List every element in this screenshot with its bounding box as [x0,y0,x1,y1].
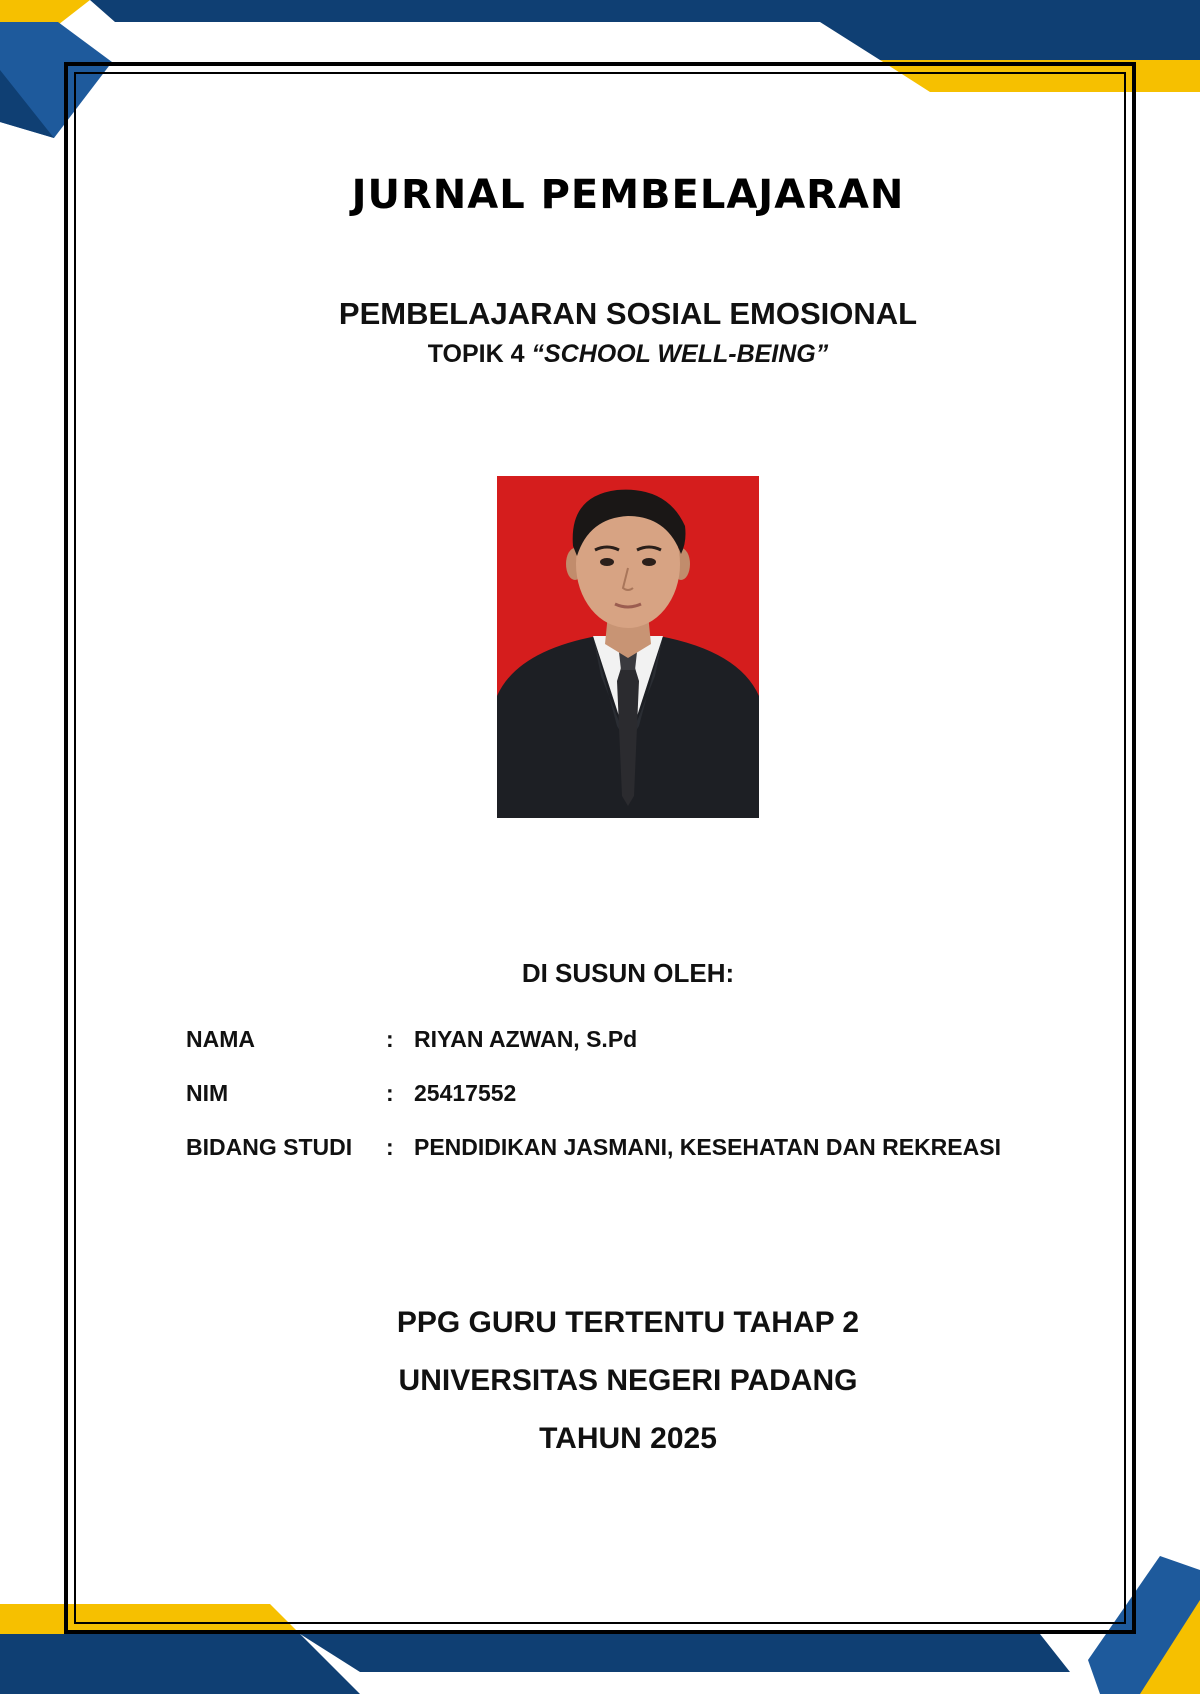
topic-name: “SCHOOL WELL-BEING” [531,340,829,368]
document-title: JURNAL PEMBELAJARAN [351,172,905,218]
info-colon: : [386,1079,394,1106]
info-label: NAMA [186,1025,255,1052]
portrait-illustration [497,476,759,818]
info-colon: : [386,1025,394,1052]
topic-number: TOPIK 4 [427,340,525,368]
footer-university: UNIVERSITAS NEGERI PADANG [398,1364,858,1397]
author-info [186,1012,1001,1174]
document-subtitle: PEMBELAJARAN SOSIAL EMOSIONAL [338,296,918,331]
info-row-field-of-study [186,1120,1001,1174]
info-colon: : [386,1133,394,1160]
author-photo [497,476,759,818]
document-topic [0,340,1200,369]
info-row-nim [186,1066,1001,1120]
footer-program: PPG GURU TERTENTU TAHAP 2 [396,1306,860,1339]
info-value: 25417552 [414,1079,517,1106]
footer-year: TAHUN 2025 [539,1422,717,1455]
info-value: PENDIDIKAN JASMANI, KESEHATAN DAN REKREASI [414,1133,1001,1160]
info-value: RIYAN AZWAN, S.Pd [414,1025,638,1052]
info-label: NIM [186,1079,229,1106]
info-label: BIDANG STUDI [186,1133,353,1160]
info-row-name [186,1012,1001,1066]
author-heading: DI SUSUN OLEH: [521,958,735,988]
